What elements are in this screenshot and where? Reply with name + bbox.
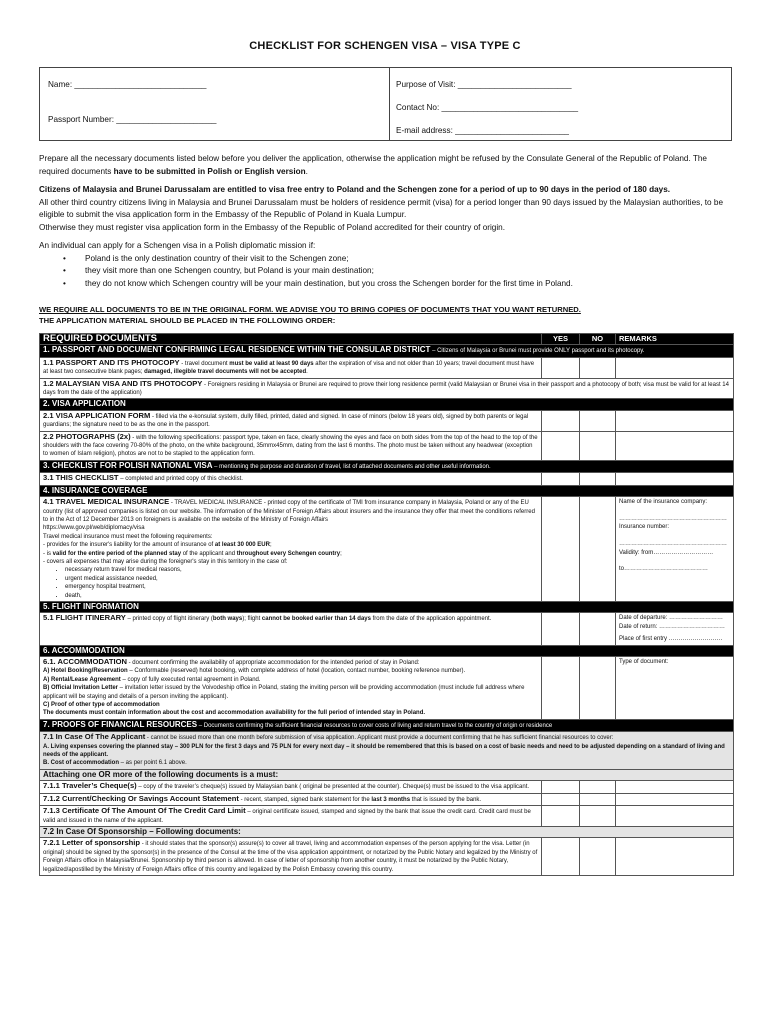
document-title: CHECKLIST FOR SCHENGEN VISA – VISA TYPE C (249, 40, 521, 52)
yes-checkbox[interactable] (542, 497, 580, 602)
insurance-website-link[interactable]: https://www.gov.pl/web/diplomacy/visa (43, 525, 145, 532)
no-checkbox[interactable] (580, 357, 616, 378)
insurance-cover-list (43, 566, 538, 600)
intro-paragraph-4: An individual can apply for a Schengen visa in a Polish diplomatic mission if: (39, 241, 316, 250)
list-item: • they visit more than one Schengen country, but Poland is your main destination; (85, 265, 739, 278)
remarks-cell[interactable] (616, 357, 734, 378)
list-item: • they do not know which Schengen country will be your main destination, but you cross the Schengen border for the first time in Poland. (85, 278, 739, 291)
table-row: 6.1. ACCOMMODATION - document confirming the availability of appropriate accommodation for the intended period of stay in Poland: A) Hotel Booking/Reservation – Conformable (reserved) hotel booking, with complete address of hotel (location, contact number, booking reference number). A) Rental/Lease Agreement – copy of fully executed rental agreement in Poland. B) Official Invitation Letter – invitation letter issued by the Voivodeship office in Poland, stating the inviting person will be providing accommodation (must include full address where applicant will be staying and details of a person inviting the applicant). C) Proof of other type of accommodation The documents must contain information about the cost and accommodation availability for the full period of intended stay in Poland. Type of document: (40, 657, 734, 720)
yes-checkbox[interactable] (542, 838, 580, 876)
table-row: 5.1 FLIGHT ITINERARY – printed copy of flight itinerary (both ways); flight cannot be booked earlier than 14 days from the date of the application appointment. Date of departure: ……………………… Date of return: …………………………… Place of first entry ……………………… (40, 613, 734, 645)
passport-number-field[interactable]: Passport Number: ______________________ (48, 115, 217, 124)
notice-line-1: WE REQUIRE ALL DOCUMENTS TO BE IN THE ORIGINAL FORM. WE ADVISE YOU TO BRING COPIES OF DOCUMENTS THAT YOU WANT RETURNED. (39, 305, 581, 314)
remarks-cell[interactable] (616, 838, 734, 876)
header-remarks: REMARKS (616, 334, 734, 345)
yes-checkbox[interactable] (542, 473, 580, 485)
header-required-documents: REQUIRED DOCUMENTS (40, 334, 542, 345)
remarks-cell[interactable] (616, 781, 734, 793)
section-6-header: 6. ACCOMMODATION (40, 645, 734, 656)
name-field[interactable]: Name: _____________________________ (48, 80, 207, 89)
flight-remarks[interactable]: Date of departure: ……………………… Date of return: …………………………… Place of first entry ……………………… (616, 613, 734, 645)
no-checkbox[interactable] (580, 838, 616, 876)
intro-text (39, 153, 739, 290)
no-checkbox[interactable] (580, 431, 616, 460)
no-checkbox[interactable] (580, 781, 616, 793)
eligibility-list (39, 253, 739, 291)
yes-checkbox[interactable] (542, 431, 580, 460)
contact-no-field[interactable]: Contact No: ______________________________ (396, 103, 579, 112)
no-checkbox[interactable] (580, 410, 616, 431)
list-item: • Poland is the only destination country of their visit to the Schengen zone; (85, 253, 739, 266)
table-row: 7.1.2 Current/Checking Or Savings Account Statement - recent, stamped, signed bank statement for the last 3 months that is issued by the bank. (40, 793, 734, 805)
yes-checkbox[interactable] (542, 357, 580, 378)
intro-paragraph-3: Otherwise they must register visa application form in the Embassy of the Republic of Poland accredited for their country of origin. (39, 222, 505, 232)
yes-checkbox[interactable] (542, 657, 580, 720)
yes-checkbox[interactable] (542, 781, 580, 793)
email-address-field[interactable]: E-mail address: _________________________ (396, 126, 569, 135)
accommodation-remarks[interactable]: Type of document: (616, 657, 734, 720)
no-checkbox[interactable] (580, 497, 616, 602)
table-header (40, 334, 734, 345)
no-checkbox[interactable] (580, 793, 616, 805)
no-checkbox[interactable] (580, 657, 616, 720)
table-row: 7.1.3 Certificate Of The Amount Of The Credit Card Limit – original certificate issued, stamped and signed by the bank that issue the credit card. Credit card must be valid and issued in the name of the applicant. (40, 806, 734, 827)
remarks-cell[interactable] (616, 473, 734, 485)
section-7-header: 7. PROOFS OF FINANCIAL RESOURCES – Documents confirming the sufficient financial resources to cover costs of living and return travel to the country of origin or residence (40, 719, 734, 731)
applicant-info-box (39, 67, 732, 141)
list-item: • death, (65, 592, 538, 600)
yes-checkbox[interactable] (542, 410, 580, 431)
table-row: 7.2.1 Letter of sponsorship - it should states that the sponsor(s) assure(s) to cover all travel, living and accommodation expenses of the person applying for the visa. Letter (in original) should be signed by the sponsor(s) in the presence of the Consul at the time of the visa application appointment, or notarized by the Public Notary and legalized by the Ministry of Foreign Affairs office in Malaysia/Brunei. Sponsorship by third person is allowed. In case of letter of sponsorship from another country, it must be notarized by the Public Notary, legalized/apostilled by the Ministry of Foreign Affairs office of this country and legalized by the Polish Embassy covering this country. (40, 838, 734, 876)
intro-paragraph-2: Citizens of Malaysia and Brunei Darussalam are entitled to visa free entry to Poland and the Schengen zone for a period of up to 90 days in the period of 180 days. All other third country citizens living in Malaysia and Brunei Darussalam must be holders of residence permit (visa) for a period longer than 90 days issued by the Malaysian authorities, to be eligible to submit the visa application form in the Embassy of the Republic of Poland in Kuala Lumpur. (39, 185, 723, 219)
table-row: 4.1 TRAVEL MEDICAL INSURANCE - TRAVEL MEDICAL INSURANCE - printed copy of the certificate of TMI from insurance company in Malaysia, Poland or any of the EU country (list of approved companies is listed on our website. The information of the Minister of Foreign Affairs about insurers and the insurance they offer that meet the conditions referred to in the Act of 12 December 2013 on foreigners is available on the website of the Ministry of Foreign Affairs https://www.gov.pl/web/diplomacy/visa Travel medical insurance must meet the following requirements: - provides for the insurer's liability for the amount of insurance of at least 30 000 EUR; - is valid for the entire period of the planned stay of the applicant and throughout every Schengen country; - covers all expenses that may arise during the foreigner's stay in this territory in the case of: • necessary return travel for medical reasons, • urgent medical assistance needed, • emergency hospital treatment, • death, Name of the insurance company: ……………………………………………… Insurance number: ……………………………………………… Validity: from………………………… to…………………………………… (40, 497, 734, 602)
table-row: 7.1.1 Traveler’s Cheque(s) – copy of the traveler’s cheque(s) issued by Malaysian bank ( original be presented at the counter). Cheque(s) must be issued to the visa applicant. (40, 781, 734, 793)
table-row: 7.1 In Case Of The Applicant - cannot be issued more than one month before submission of visa application. Applicant must provide a document confirming that he has sufficient financial resources to cover: A. Living expenses covering the planned stay – 300 PLN for the first 3 days and 75 PLN for every next day – it should be remembered that this is based on a cost of basic needs and need to be adjusted depending on a standard of living and needs of the applicant. B. Cost of accommodation – as per point 6.1 above. (40, 732, 734, 770)
notice-line-2: THE APPLICATION MATERIAL SHOULD BE PLACED IN THE FOLLOWING ORDER: (39, 315, 336, 325)
table-row: 1.2 MALAYSIAN VISA AND ITS PHOTOCOPY - Foreigners residing in Malaysia or Brunei are required to prove their long residence permit (valid Malaysian or Brunei visa in their passport and a photocopy of both; visa must be valid for at least 14 days from the date of the application) (40, 378, 734, 399)
table-row: 2.2 PHOTOGRAPHS (2x) - with the following specifications: passport type, taken en face, clearly showing the eyes and face on both sides from the top of the head to the top of the shoulders with the face covering 70-80% of the photo, on the white background, 35mmx45mm, dating from the last 6 months. The photo must be taken without any headwear (exception to women of Islam religion), photos are not to be stapled to the application form. (40, 431, 734, 460)
table-row: Attaching one OR more of the following documents is a must: (40, 769, 734, 780)
section-4-header: 4. INSURANCE COVERAGE (40, 485, 734, 496)
list-item: • urgent medical assistance needed, (65, 575, 538, 583)
table-row: 3.1 THIS CHECKLIST – completed and printed copy of this checklist. (40, 473, 734, 485)
purpose-of-visit-field[interactable]: Purpose of Visit: _________________________ (396, 80, 572, 89)
remarks-cell[interactable] (616, 793, 734, 805)
no-checkbox[interactable] (580, 473, 616, 485)
insurance-remarks[interactable]: Name of the insurance company: ……………………………………………… Insurance number: ……………………………………………… Validity: from………………………… to…………………………………… (616, 497, 734, 602)
remarks-cell[interactable] (616, 431, 734, 460)
header-no: NO (580, 334, 616, 345)
list-item: • emergency hospital treatment, (65, 583, 538, 591)
no-checkbox[interactable] (580, 806, 616, 827)
header-yes: YES (542, 334, 580, 345)
remarks-cell[interactable] (616, 410, 734, 431)
info-divider (389, 68, 390, 140)
table-row: 2.1 VISA APPLICATION FORM - filled via the e-konsulat system, dully filled, printed, dated and signed. In case of minors (below 18 years old), signed by both parents or legal guardians; the signature need to be as the one in the passport. (40, 410, 734, 431)
remarks-cell[interactable] (616, 806, 734, 827)
intro-paragraph-1: Prepare all the necessary documents listed below before you deliver the application, otherwise the application might be refused by the Consulate General of the Republic of Poland. The required documents have to be submitted in Polish or English version. (39, 154, 707, 176)
section-5-header: 5. FLIGHT INFORMATION (40, 601, 734, 612)
yes-checkbox[interactable] (542, 806, 580, 827)
list-item: • necessary return travel for medical reasons, (65, 566, 538, 574)
yes-checkbox[interactable] (542, 793, 580, 805)
no-checkbox[interactable] (580, 613, 616, 645)
table-row: 7.2 In Case Of Sponsorship – Following documents: (40, 826, 734, 837)
section-2-header: 2. VISA APPLICATION (40, 399, 734, 410)
required-documents-table (39, 333, 734, 876)
section-1-header: 1. PASSPORT AND DOCUMENT CONFIRMING LEGAL RESIDENCE WITHIN THE CONSULAR DISTRICT – Citizens of Malaysia or Brunei must provide ONLY passport and its photocopy. (40, 345, 734, 357)
original-documents-notice (39, 305, 739, 326)
table-row: 1.1 PASSPORT AND ITS PHOTOCOPY - travel document must be valid at least 90 days after the expiration of visa and not older than 10 years; travel document must have at least two consecutive blank pages; damaged, illegible travel documents will not be accepted. (40, 357, 734, 378)
yes-checkbox[interactable] (542, 613, 580, 645)
section-3-header: 3. CHECKLIST FOR POLISH NATIONAL VISA – mentioning the purpose and duration of travel, list of attached documents and other useful information. (40, 460, 734, 472)
